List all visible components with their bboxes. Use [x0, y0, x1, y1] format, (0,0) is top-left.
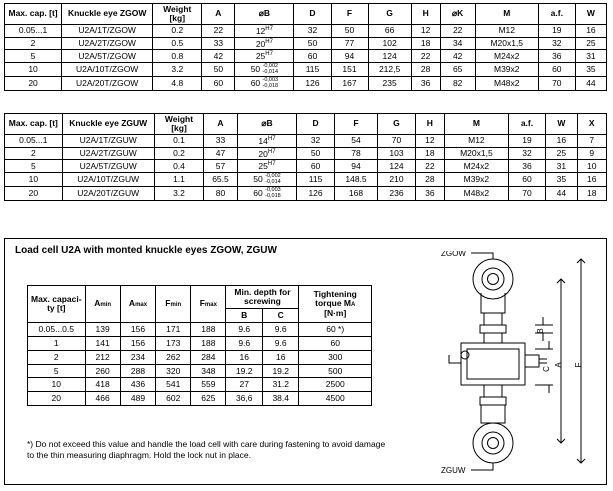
cell-amin: 212 — [85, 350, 120, 364]
col-h: H — [411, 4, 440, 25]
cell-g: 103 — [378, 147, 415, 160]
cell-max-cap: 10 — [5, 173, 63, 187]
col-b: ⌀B — [235, 4, 294, 25]
cell-g: 235 — [368, 77, 411, 91]
col-c: C — [262, 308, 298, 322]
cell-g: 102 — [368, 37, 411, 50]
cell-af: 19 — [538, 24, 575, 37]
table-header-row — [5, 114, 607, 135]
col-f: F — [331, 4, 368, 25]
cell-af: 32 — [538, 37, 575, 50]
cell-weight: 3.2 — [153, 63, 202, 77]
table-row — [28, 364, 372, 378]
cell-af: 70 — [508, 187, 545, 201]
col-fmax: Fmax — [191, 286, 226, 323]
cell-w: 25 — [575, 37, 606, 50]
cell-weight: 0.2 — [154, 147, 204, 160]
table-row — [5, 24, 607, 37]
cell-w: 35 — [575, 63, 606, 77]
table-row — [28, 322, 372, 336]
cell-g: 124 — [378, 160, 415, 173]
col-g: G — [378, 114, 415, 135]
cell-h: 36 — [411, 77, 440, 91]
cell-amin: 141 — [85, 336, 120, 350]
table-zguw — [4, 113, 607, 201]
cell-g: 236 — [378, 187, 415, 201]
table-row — [5, 160, 607, 173]
col-min-depth: Min. depth for screwing — [226, 286, 299, 309]
cell-f: 77 — [331, 37, 368, 50]
cell-b: $12^{H7}$ — [235, 24, 294, 37]
cell-b: 50 -0,002 -0,014 — [235, 63, 294, 77]
col-f: F — [334, 114, 378, 135]
cell-g: 70 — [378, 134, 415, 147]
col-k: ⌀K — [440, 4, 475, 25]
col-w: W — [575, 4, 606, 25]
cell-c: 38.4 — [262, 392, 298, 406]
cell-f: 151 — [331, 63, 368, 77]
cell-a: 80 — [204, 187, 237, 201]
cell-max-cap: 20 — [5, 77, 62, 91]
cell-fmin: 171 — [156, 322, 191, 336]
cell-amin: 466 — [85, 392, 120, 406]
cell-max-cap: 2 — [5, 147, 63, 160]
diagram-svg — [385, 251, 600, 476]
cell-g: 210 — [378, 173, 415, 187]
cell-m: M39x2 — [475, 63, 538, 77]
cell-torque: 4500 — [299, 392, 372, 406]
cell-b: $20^{H7}$ — [237, 147, 297, 160]
col-max-cap: Max. cap. [t] — [5, 114, 63, 135]
load-cell-panel — [4, 238, 607, 485]
col-g: G — [368, 4, 411, 25]
cell-amin: 260 — [85, 364, 120, 378]
col-fmin: Fmin — [156, 286, 191, 323]
cell-b: 9.6 — [226, 336, 262, 350]
col-x: X — [577, 114, 606, 135]
col-a: A — [202, 4, 235, 25]
cell-amax: 489 — [120, 392, 156, 406]
cell-fmax: 188 — [191, 322, 226, 336]
cell-d: 50 — [297, 147, 334, 160]
cell-amax: 156 — [120, 336, 156, 350]
cell-amin: 139 — [85, 322, 120, 336]
cell-knuckle-eye: U2A/10T/ZGOW — [62, 63, 153, 77]
cell-d: 32 — [294, 24, 331, 37]
cell-f: 148.5 — [334, 173, 378, 187]
cell-fmax: 284 — [191, 350, 226, 364]
cell-knuckle-eye: U2A/20T/ZGUW — [62, 187, 154, 201]
col-m: M — [445, 114, 509, 135]
table-row — [28, 378, 372, 392]
cell-knuckle-eye: U2A/10T/ZGUW — [62, 173, 154, 187]
col-b: B — [226, 308, 262, 322]
cell-w: 31 — [575, 50, 606, 63]
cell-a: 33 — [204, 134, 237, 147]
cell-af: 60 — [508, 173, 545, 187]
col-max-capacity: Max. capaci- ty [t] — [28, 286, 86, 323]
cell-max-cap: 2 — [5, 37, 62, 50]
cell-a: 47 — [204, 147, 237, 160]
cell-m: M48x2 — [445, 187, 509, 201]
cell-w: 35 — [546, 173, 577, 187]
cell-d: 50 — [294, 37, 331, 50]
cell-amax: 234 — [120, 350, 156, 364]
cell-w: 31 — [546, 160, 577, 173]
label-zguw: ZGUW — [441, 466, 466, 475]
cell-b: $20^{H7}$ — [235, 37, 294, 50]
col-amax: Amax — [120, 286, 156, 323]
cell-b: 16 — [226, 350, 262, 364]
cell-af: 60 — [538, 63, 575, 77]
table-row — [5, 147, 607, 160]
cell-m: M39x2 — [445, 173, 509, 187]
cell-f: 94 — [334, 160, 378, 173]
cell-knuckle-eye: U2A/2T/ZGOW — [62, 37, 153, 50]
cell-m: M12 — [475, 24, 538, 37]
cell-af: 19 — [508, 134, 545, 147]
cell-k: 82 — [440, 77, 475, 91]
cell-h: 22 — [411, 50, 440, 63]
cell-knuckle-eye: U2A/2T/ZGUW — [62, 147, 154, 160]
table-row — [5, 173, 607, 187]
cell-m: M20x1,5 — [445, 147, 509, 160]
col-af: a.f. — [538, 4, 575, 25]
col-max-cap: Max. cap. [t] — [5, 4, 62, 25]
col-weight: Weight [kg] — [154, 114, 204, 135]
cell-weight: 1.1 — [154, 173, 204, 187]
table-row — [5, 187, 607, 201]
cell-x: 10 — [577, 160, 606, 173]
label-dim-f: F — [574, 362, 583, 368]
table-dimensions — [27, 285, 372, 406]
cell-weight: 0.8 — [153, 50, 202, 63]
cell-h: 12 — [411, 24, 440, 37]
cell-w: 25 — [546, 147, 577, 160]
cell-k: 22 — [440, 24, 475, 37]
cell-b: $14^{H7}$ — [237, 134, 297, 147]
cell-m: M24x2 — [445, 160, 509, 173]
cell-g: 66 — [368, 24, 411, 37]
cell-torque: 300 — [299, 350, 372, 364]
cell-f: 50 — [331, 24, 368, 37]
col-d: D — [297, 114, 334, 135]
cell-knuckle-eye: U2A/1T/ZGUW — [62, 134, 154, 147]
cell-k: 34 — [440, 37, 475, 50]
cell-a: 50 — [202, 63, 235, 77]
table-row — [28, 392, 372, 406]
cell-b: 60 -0,003 -0,018 — [235, 77, 294, 91]
cell-max-cap: 5 — [5, 160, 63, 173]
cell-torque: 2500 — [299, 378, 372, 392]
col-m: M — [475, 4, 538, 25]
cell-c: 19.2 — [262, 364, 298, 378]
cell-w: 16 — [575, 24, 606, 37]
col-knuckle-eye: Knuckle eye ZGOW — [62, 4, 153, 25]
table-row — [28, 350, 372, 364]
cell-torque: 60 — [299, 336, 372, 350]
cell-a: 65.5 — [204, 173, 237, 187]
cell-max-cap: 10 — [5, 63, 62, 77]
cell-f: 167 — [331, 77, 368, 91]
cell-f: 168 — [334, 187, 378, 201]
cell-x: 7 — [577, 134, 606, 147]
cell-a: 42 — [202, 50, 235, 63]
cell-max-cap: 0.05...1 — [5, 134, 63, 147]
cell-f: 78 — [334, 147, 378, 160]
cell-amin: 418 — [85, 378, 120, 392]
cell-b: 50 -0,002 -0,014 — [237, 173, 297, 187]
cell-af: 32 — [508, 147, 545, 160]
cell-max-capacity: 1 — [28, 336, 86, 350]
cell-amax: 436 — [120, 378, 156, 392]
table-header-row — [5, 4, 607, 25]
table-header-row — [28, 286, 372, 309]
col-b: ⌀B — [237, 114, 297, 135]
cell-fmax: 625 — [191, 392, 226, 406]
cell-fmin: 262 — [156, 350, 191, 364]
cell-af: 36 — [508, 160, 545, 173]
cell-m: M20x1,5 — [475, 37, 538, 50]
cell-k: 42 — [440, 50, 475, 63]
cell-b: 9.6 — [226, 322, 262, 336]
cell-d: 126 — [294, 77, 331, 91]
cell-fmin: 602 — [156, 392, 191, 406]
col-a: A — [204, 114, 237, 135]
cell-max-cap: 0.05...1 — [5, 24, 62, 37]
cell-d: 60 — [297, 160, 334, 173]
table-row — [5, 63, 607, 77]
col-h: H — [415, 114, 444, 135]
cell-max-capacity: 20 — [28, 392, 86, 406]
cell-w: 44 — [575, 77, 606, 91]
cell-amax: 288 — [120, 364, 156, 378]
cell-g: 124 — [368, 50, 411, 63]
cell-w: 16 — [546, 134, 577, 147]
col-weight: Weight [kg] — [153, 4, 202, 25]
cell-h: 22 — [415, 160, 444, 173]
label-zgow: ZGOW — [441, 251, 466, 258]
cell-d: 32 — [297, 134, 334, 147]
cell-af: 36 — [538, 50, 575, 63]
cell-b: $25^{H7}$ — [235, 50, 294, 63]
cell-a: 60 — [202, 77, 235, 91]
cell-d: 60 — [294, 50, 331, 63]
cell-m: M48x2 — [475, 77, 538, 91]
cell-fmax: 559 — [191, 378, 226, 392]
cell-m: M24x2 — [475, 50, 538, 63]
cell-c: 16 — [262, 350, 298, 364]
table-row — [5, 77, 607, 91]
cell-d: 126 — [297, 187, 334, 201]
cell-h: 36 — [415, 187, 444, 201]
label-dim-a: A — [554, 362, 563, 368]
table-row — [28, 336, 372, 350]
cell-knuckle-eye: U2A/5T/ZGUW — [62, 160, 154, 173]
cell-c: 9.6 — [262, 336, 298, 350]
cell-f: 94 — [331, 50, 368, 63]
cell-fmin: 173 — [156, 336, 191, 350]
cell-f: 54 — [334, 134, 378, 147]
cell-d: 115 — [294, 63, 331, 77]
col-w: W — [546, 114, 577, 135]
cell-weight: 0.2 — [153, 24, 202, 37]
cell-b: 19.2 — [226, 364, 262, 378]
cell-fmin: 320 — [156, 364, 191, 378]
col-knuckle-eye: Knuckle eye ZGUW — [62, 114, 154, 135]
cell-fmin: 541 — [156, 378, 191, 392]
cell-d: 115 — [297, 173, 334, 187]
table-row — [5, 50, 607, 63]
table-zgow — [4, 3, 607, 91]
cell-x: 18 — [577, 187, 606, 201]
cell-weight: 0.5 — [153, 37, 202, 50]
cell-weight: 0.1 — [154, 134, 204, 147]
cell-w: 44 — [546, 187, 577, 201]
cell-torque: 60 *) — [299, 322, 372, 336]
cell-knuckle-eye: U2A/5T/ZGOW — [62, 50, 153, 63]
cell-weight: 0.4 — [154, 160, 204, 173]
col-amin: Amin — [85, 286, 120, 323]
panel-title: Load cell U2A with monted knuckle eyes ZGOW, ZGUW — [15, 245, 277, 256]
cell-m: M12 — [445, 134, 509, 147]
cell-g: 212,5 — [368, 63, 411, 77]
cell-c: 31.2 — [262, 378, 298, 392]
table-row — [5, 134, 607, 147]
cell-max-capacity: 5 — [28, 364, 86, 378]
cell-h: 18 — [411, 37, 440, 50]
footnote: *) Do not exceed this value and handle the load cell with care during fastening to avoid damage to the thin measuring diaphragm. Hold the lock nut in place. — [27, 439, 386, 461]
col-d: D — [294, 4, 331, 25]
cell-max-capacity: 10 — [28, 378, 86, 392]
col-tightening-torque: Tightening torque MA [N·m] — [299, 286, 372, 323]
cell-fmax: 348 — [191, 364, 226, 378]
cell-knuckle-eye: U2A/20T/ZGOW — [62, 77, 153, 91]
load-cell-diagram — [385, 251, 600, 476]
cell-x: 9 — [577, 147, 606, 160]
col-af: a.f. — [508, 114, 545, 135]
cell-h: 18 — [415, 147, 444, 160]
cell-b: 36,6 — [226, 392, 262, 406]
cell-b: 60 -0,003 -0,018 — [237, 187, 297, 201]
label-dim-c: C — [542, 366, 551, 372]
cell-b: $25^{H7}$ — [237, 160, 297, 173]
cell-a: 22 — [202, 24, 235, 37]
cell-a: 57 — [204, 160, 237, 173]
cell-a: 33 — [202, 37, 235, 50]
table-row — [5, 37, 607, 50]
cell-max-cap: 20 — [5, 187, 63, 201]
cell-max-capacity: 2 — [28, 350, 86, 364]
cell-af: 70 — [538, 77, 575, 91]
cell-weight: 3.2 — [154, 187, 204, 201]
cell-k: 65 — [440, 63, 475, 77]
cell-x: 16 — [577, 173, 606, 187]
cell-weight: 4.8 — [153, 77, 202, 91]
label-dim-b: B — [536, 328, 545, 334]
cell-b: 27 — [226, 378, 262, 392]
cell-fmax: 188 — [191, 336, 226, 350]
cell-torque: 500 — [299, 364, 372, 378]
cell-h: 28 — [411, 63, 440, 77]
cell-amax: 156 — [120, 322, 156, 336]
cell-knuckle-eye: U2A/1T/ZGOW — [62, 24, 153, 37]
cell-c: 9.6 — [262, 322, 298, 336]
cell-max-cap: 5 — [5, 50, 62, 63]
cell-max-capacity: 0.05...0.5 — [28, 322, 86, 336]
cell-h: 28 — [415, 173, 444, 187]
cell-h: 12 — [415, 134, 444, 147]
